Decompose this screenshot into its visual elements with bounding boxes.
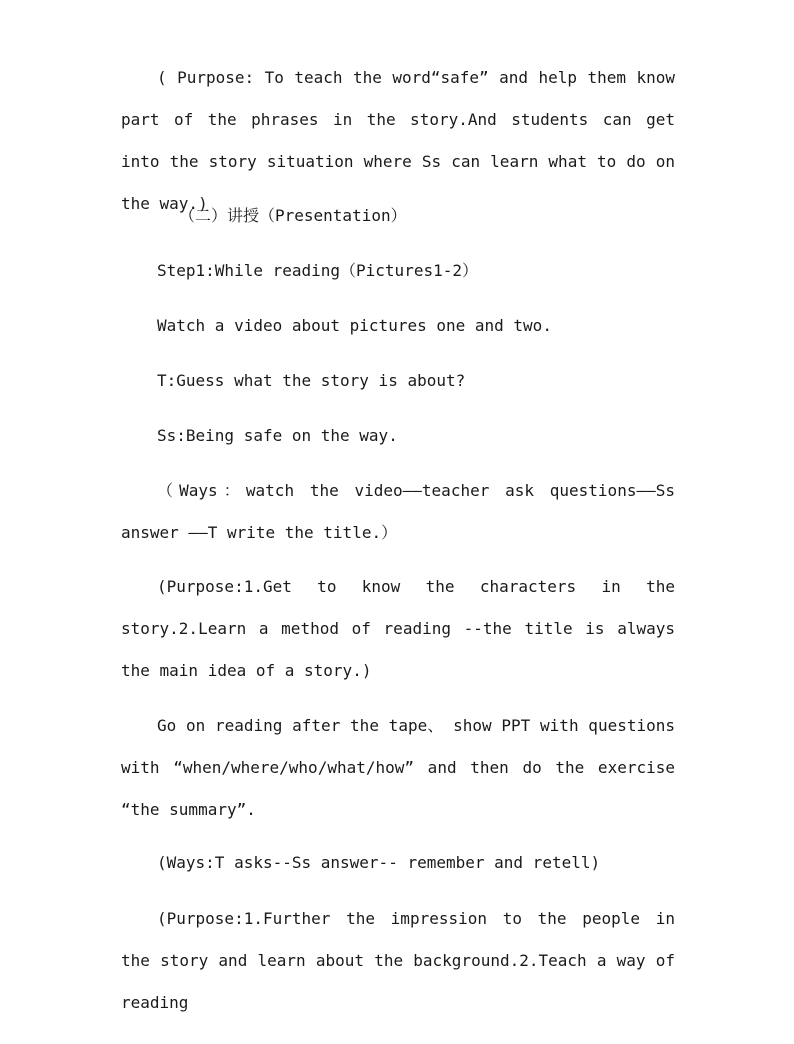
student-answer-line: Ss:Being safe on the way. [157,426,398,445]
section-heading-presentation: （二）讲授（Presentation） [179,206,407,225]
ways-paragraph-video: （Ways：watch the video——teacher ask questions——Ss answer ——T write the title.） [121,481,675,542]
purpose-paragraph-characters: (Purpose:1.Get to know the characters in the story.2.Learn a method of reading --the title is always the main idea of a story.) [121,577,675,680]
purpose-paragraph-impression: (Purpose:1.Further the impression to the people in the story and learn about the background.2.Teach a way of reading [121,909,675,1012]
purpose-paragraph-safe: ( Purpose: To teach the word“safe” and help them know part of the phrases in the story.And students can get into the story situation where Ss can learn what to do on the way.) [121,68,675,213]
step1-heading: Step1:While reading（Pictures1-2） [157,261,478,280]
watch-video-line: Watch a video about pictures one and two. [157,316,552,335]
teacher-question-line: T:Guess what the story is about? [157,371,466,390]
reading-tape-paragraph: Go on reading after the tape、 show PPT with questions with “when/where/who/what/how” and then do the exercise “the summary”. [121,716,675,819]
ways-paragraph-retell: (Ways:T asks--Ss answer-- remember and retell) [157,853,601,872]
